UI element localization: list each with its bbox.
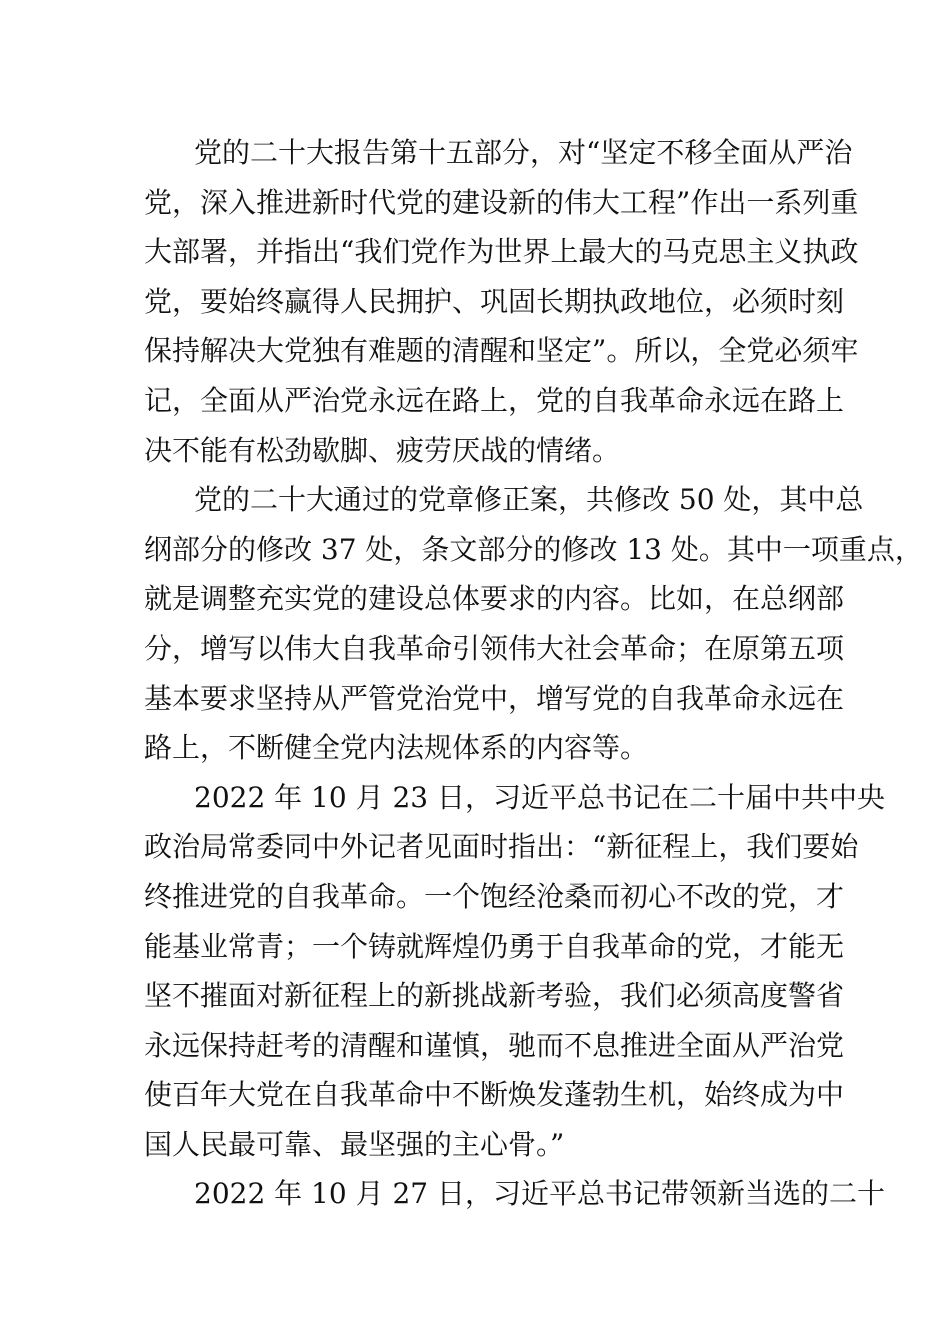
text-line: 分，增写以伟大自我革命引领伟大社会革命；在原第五项 [144, 631, 845, 665]
text-line: 2022 年 10 月 23 日，习近平总书记在二十届中共中央 [194, 780, 886, 814]
text-line: 记，全面从严治党永远在路上，党的自我革命永远在路上 [144, 383, 845, 417]
text-line: 就是调整充实党的建设总体要求的内容。比如，在总纲部 [144, 582, 845, 616]
text-line: 大部署，并指出“我们党作为世界上最大的马克思主义执政 [144, 235, 859, 269]
text-line: 使百年大党在自我革命中不断焕发蓬勃生机，始终成为中 [144, 1078, 845, 1112]
text-line: 坚不摧面对新征程上的新挑战新考验，我们必须高度警省 [144, 979, 845, 1013]
text-line: 纲部分的修改 37 处，条文部分的修改 13 处。其中一项重点， [144, 532, 923, 566]
text-line: 党，要始终赢得人民拥护、巩固长期执政地位，必须时刻 [144, 284, 845, 318]
text-line: 永远保持赶考的清醒和谨慎，驰而不息推进全面从严治党 [144, 1028, 845, 1062]
paragraph-2 [144, 475, 923, 773]
document-body [144, 128, 923, 1219]
paragraph-4 [144, 1169, 886, 1219]
paragraph-1 [144, 128, 859, 475]
text-line: 基本要求坚持从严管党治党中，增写党的自我革命永远在 [144, 681, 845, 715]
text-line: 能基业常青；一个铸就辉煌仍勇于自我革命的党，才能无 [144, 929, 845, 963]
text-line: 决不能有松劲歇脚、疲劳厌战的情绪。 [144, 433, 621, 467]
text-line: 党的二十大报告第十五部分，对“坚定不移全面从严治 [194, 136, 853, 169]
text-line: 保持解决大党独有难题的清醒和坚定”。所以，全党必须牢 [144, 334, 859, 368]
text-line: 路上，不断健全党内法规体系的内容等。 [144, 731, 649, 765]
text-line: 政治局常委同中外记者见面时指出：“新征程上，我们要始 [144, 830, 859, 864]
text-line: 党，深入推进新时代党的建设新的伟大工程”作出一系列重 [144, 185, 859, 219]
text-line: 2022 年 10 月 27 日，习近平总书记带领新当选的二十 [194, 1177, 886, 1211]
text-line: 党的二十大通过的党章修正案，共修改 50 处，其中总 [194, 483, 864, 517]
text-line: 终推进党的自我革命。一个饱经沧桑而初心不改的党，才 [144, 879, 845, 913]
paragraph-3 [144, 773, 886, 1170]
text-line: 国人民最可靠、最坚强的主心骨。” [144, 1127, 565, 1161]
